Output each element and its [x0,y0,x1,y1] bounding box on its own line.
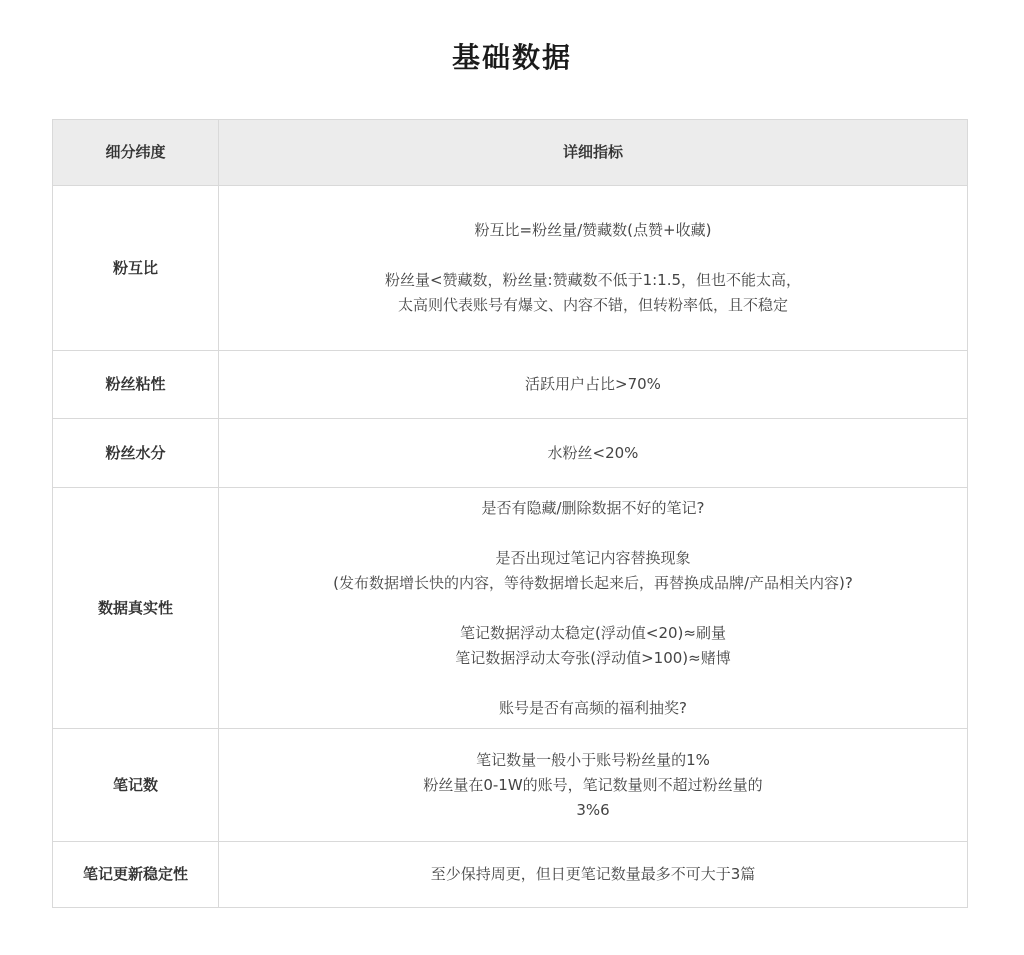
detail-line: 账号是否有高频的福利抽奖? [499,698,687,717]
metrics-table [52,119,968,908]
table-header-row [53,120,968,186]
detail-line: 至少保持周更，但日更笔记数量最多不可大于3篇 [430,865,756,883]
row-detail [219,488,968,729]
detail-line: 笔记数据浮动太稳定(浮动值<20)≈刷量 [460,623,726,642]
detail-line: (发布数据增长快的内容，等待数据增长起来后，再替换成品牌/产品相关内容)? [333,573,853,592]
page-title-text: 基础数据 [451,41,572,74]
detail-line: 粉互比=粉丝量/赞藏数(点赞+收藏) [474,221,712,239]
row-dimension: 数据真实性 [53,488,219,729]
table-row [53,419,968,488]
table-row [53,842,968,908]
detail-line: 是否出现过笔记内容替换现象 [495,548,691,567]
page-title [448,38,576,78]
table-row [53,186,968,351]
title-area [0,38,1024,78]
row-detail [219,419,968,488]
table-row [53,351,968,419]
detail-line: 粉丝量在0-1W的账号，笔记数量则不超过粉丝量的 [423,775,763,794]
row-dimension: 粉丝粘性 [53,351,219,419]
detail-line: 3%6 [576,800,610,819]
row-dimension: 粉互比 [53,186,219,351]
header-dimension: 细分纬度 [53,120,219,186]
row-detail [219,842,968,908]
detail-line: 太高则代表账号有爆文、内容不错，但转粉率低，且不稳定 [397,296,788,314]
detail-line: 笔记数量一般小于账号粉丝量的1% [476,750,710,769]
row-dimension: 粉丝水分 [53,419,219,488]
row-detail [219,729,968,842]
header-detail: 详细指标 [219,120,968,186]
table-row [53,729,968,842]
row-detail [219,186,968,351]
row-detail [219,351,968,419]
table-row [53,488,968,729]
row-dimension: 笔记更新稳定性 [53,842,219,908]
row-dimension: 笔记数 [53,729,219,842]
detail-line: 笔记数据浮动太夸张(浮动值>100)≈赌博 [455,648,731,667]
detail-line: 水粉丝<20% [547,443,639,462]
detail-line: 粉丝量<赞藏数，粉丝量:赞藏数不低于1:1.5，但也不能太高， [384,271,802,289]
detail-line: 活跃用户占比>70% [525,375,661,393]
detail-line: 是否有隐藏/删除数据不好的笔记? [481,498,705,517]
